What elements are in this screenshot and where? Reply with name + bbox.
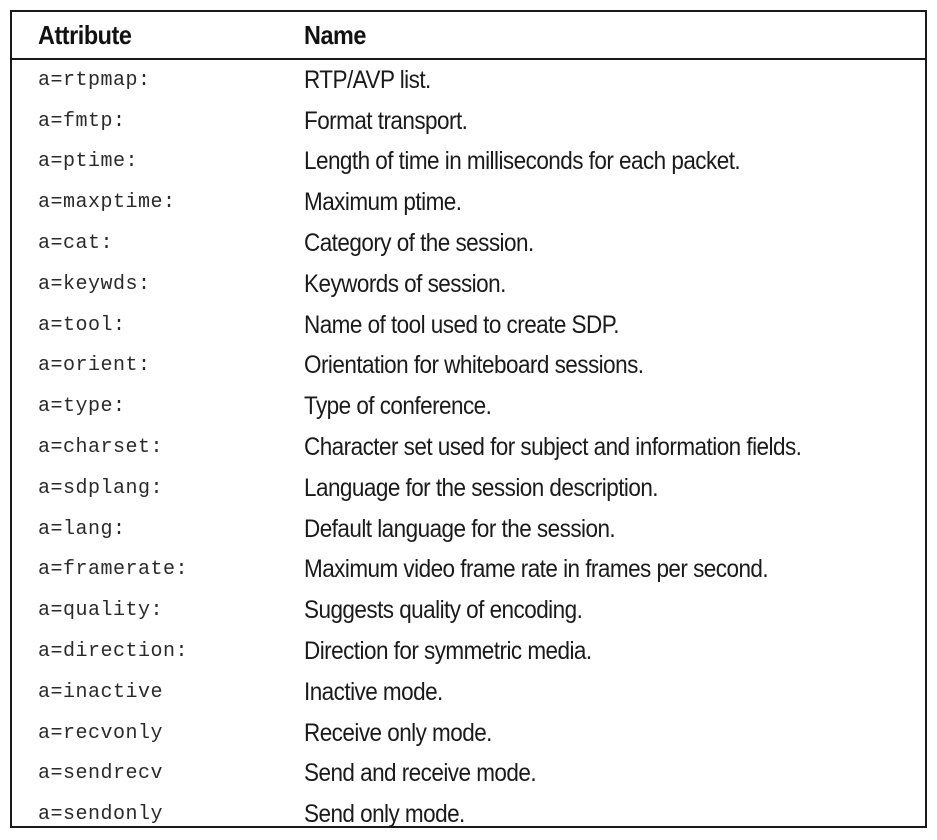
column-header-attribute: Attribute: [12, 12, 280, 59]
table-row: [12, 264, 925, 305]
name-text: Default language for the session.: [304, 514, 616, 543]
name-cell: [280, 59, 925, 101]
attribute-cell: a=ptime:: [38, 150, 139, 174]
table-row: [12, 672, 925, 713]
name-cell: [280, 142, 925, 183]
attribute-cell: a=quality:: [38, 599, 164, 623]
name-text: Maximum video frame rate in frames per second.: [304, 555, 769, 584]
table-row: [12, 223, 925, 264]
attribute-cell: a=fmtp:: [38, 109, 126, 133]
table-row: [12, 427, 925, 468]
name-text: Language for the session description.: [304, 473, 659, 502]
table-row: [12, 101, 925, 142]
name-text: Maximum ptime.: [304, 188, 462, 217]
table-row: [12, 346, 925, 387]
attribute-cell: a=keywds:: [38, 272, 151, 296]
header-row: [12, 12, 925, 59]
table-row: [12, 631, 925, 672]
table-row: [12, 713, 925, 754]
table-row: [12, 754, 925, 795]
table-row: [12, 590, 925, 631]
attribute-cell: a=lang:: [38, 517, 126, 541]
table-row: [12, 386, 925, 427]
name-cell: [280, 672, 925, 713]
attribute-cell: a=cat:: [38, 232, 114, 256]
name-cell: [280, 631, 925, 672]
attribute-cell: a=direction:: [38, 640, 189, 664]
attribute-cell: a=rtpmap:: [38, 68, 151, 92]
table-row: [12, 59, 925, 101]
name-text: Suggests quality of encoding.: [304, 596, 583, 625]
name-cell: [280, 101, 925, 142]
column-header-name: Name: [280, 12, 925, 59]
attribute-table: [12, 12, 925, 835]
name-cell: [280, 509, 925, 550]
name-text: Receive only mode.: [304, 718, 492, 747]
name-cell: [280, 346, 925, 387]
name-text: Type of conference.: [304, 392, 492, 421]
name-text: Character set used for subject and information fields.: [304, 433, 802, 462]
name-text: Name of tool used to create SDP.: [304, 310, 619, 339]
name-cell: [280, 550, 925, 591]
table-row: [12, 794, 925, 835]
name-text: Send and receive mode.: [304, 759, 537, 788]
attribute-cell: a=charset:: [38, 436, 164, 460]
attribute-cell: a=sdplang:: [38, 476, 164, 500]
name-cell: [280, 386, 925, 427]
sdp-attribute-table: [10, 10, 927, 828]
name-cell: [280, 264, 925, 305]
name-text: Inactive mode.: [304, 677, 443, 706]
name-cell: [280, 794, 925, 835]
table-header: [12, 12, 925, 59]
table-row: [12, 550, 925, 591]
name-cell: [280, 427, 925, 468]
table-row: [12, 468, 925, 509]
attribute-cell: a=maxptime:: [38, 191, 176, 215]
table-body: [12, 59, 925, 835]
name-cell: [280, 754, 925, 795]
table-row: [12, 142, 925, 183]
name-cell: [280, 223, 925, 264]
name-cell: [280, 713, 925, 754]
table-row: [12, 182, 925, 223]
name-cell: [280, 305, 925, 346]
name-text: RTP/AVP list.: [304, 65, 431, 94]
attribute-cell: a=sendonly: [38, 803, 164, 827]
name-text: Length of time in milliseconds for each packet.: [304, 147, 741, 176]
name-text: Direction for symmetric media.: [304, 637, 592, 666]
name-text: Category of the session.: [304, 229, 534, 258]
name-cell: [280, 590, 925, 631]
name-text: Send only mode.: [304, 800, 465, 829]
attribute-cell: a=orient:: [38, 354, 151, 378]
table-row: [12, 305, 925, 346]
attribute-cell: a=inactive: [38, 680, 164, 704]
attribute-cell: a=type:: [38, 395, 126, 419]
attribute-cell: a=recvonly: [38, 721, 164, 745]
attribute-cell: a=framerate:: [38, 558, 189, 582]
attribute-cell: a=sendrecv: [38, 762, 164, 786]
name-cell: [280, 468, 925, 509]
attribute-cell: a=tool:: [38, 313, 126, 337]
name-text: Orientation for whiteboard sessions.: [304, 351, 644, 380]
table-row: [12, 509, 925, 550]
name-text: Keywords of session.: [304, 269, 506, 298]
name-text: Format transport.: [304, 106, 468, 135]
name-cell: [280, 182, 925, 223]
